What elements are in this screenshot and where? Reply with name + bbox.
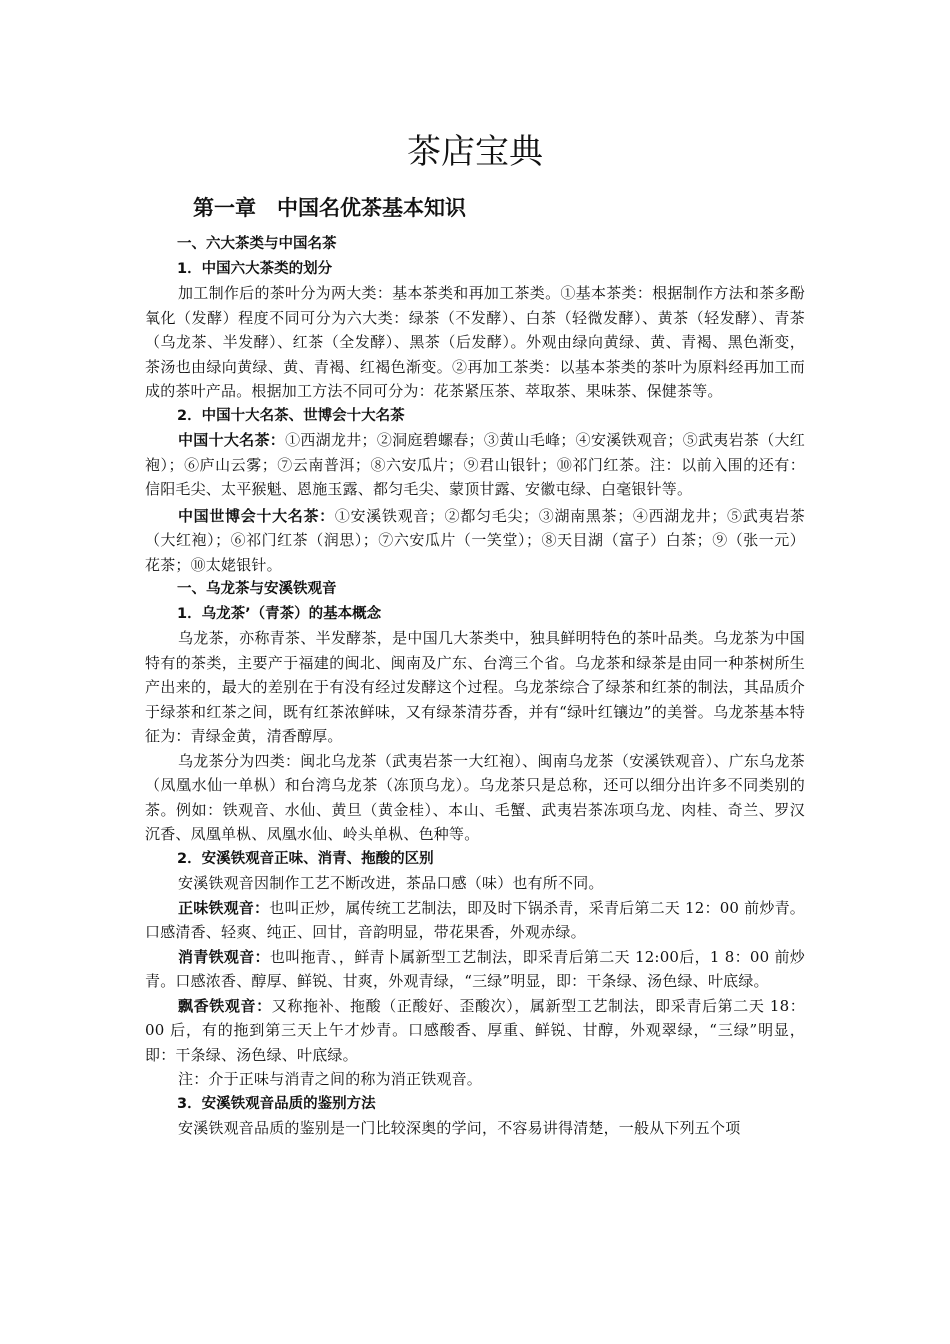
document-title: 茶店宝典 bbox=[407, 132, 543, 172]
paragraph-text: 也叫拖青、，鲜青卜属新型工艺制法，即采青后第二天 12:00后，1 8：00 前炒青。口感浓香、醇厚、鲜锐、甘爽，外观青绿，“三绿”明显，即：干条绿、汤色绿、叶底绿。 bbox=[145, 947, 805, 990]
paragraph-text: ①西湖龙井；②洞庭碧螺春；③黄山毛峰；④安溪铁观音；⑤武夷岩茶（大红袍）；⑥庐山云雾；⑦云南普洱；⑧六安瓜片；⑨君山银针；⑩祁门红茶。注：以前入围的还有：信阳毛尖、太平猴魁、恩施玉露、都匀毛尖、蒙顶甘露、安徽屯绿、白毫银针等。 bbox=[145, 431, 805, 498]
paragraph: 安溪铁观音因制作工艺不断改进，茶品口感（味）也有所不同。 bbox=[178, 874, 604, 892]
section-heading: 一、乌龙茶与安溪铁观音 bbox=[177, 581, 337, 597]
paragraph bbox=[145, 428, 805, 502]
paragraph-text: ①安溪铁观音；②都匀毛尖；③湖南黑茶；④西湖龙井；⑤武夷岩茶（大红袍）；⑥祁门红茶（润思）；⑦六安瓜片（一笑堂）；⑧天目湖（富子）白茶；⑨（张一元）花茶；⑩太姥银针。 bbox=[145, 506, 805, 574]
paragraph-text: 又称拖补、拖酸（正酸好、歪酸次），属新型工艺制法，即采青后第二天 18：00 后，有的拖到第三天上午才炒青。口感酸香、厚重、鲜锐、甘醇，外观翠绿，“三绿”明显，即：干条绿、汤色绿、叶底绿。 bbox=[145, 996, 806, 1064]
paragraph-lead: 中国世博会十大名茶： bbox=[178, 506, 335, 525]
subsection-heading: 2．中国十大名茶、世博会十大名茶 bbox=[177, 407, 405, 424]
subsection-heading: 3．安溪铁观音品质的鉴别方法 bbox=[177, 1095, 376, 1112]
chapter-heading: 第一章 中国名优茶基本知识 bbox=[193, 196, 466, 220]
paragraph bbox=[145, 896, 805, 945]
subsection-heading: 2．安溪铁观音正味、消青、拖酸的区别 bbox=[177, 850, 434, 867]
paragraph-lead: 中国十大名茶： bbox=[178, 431, 286, 449]
paragraph bbox=[145, 945, 805, 994]
paragraph bbox=[145, 504, 805, 578]
paragraph: 乌龙茶，亦称青茶、半发酵茶，是中国几大茶类中，独具鲜明特色的茶叶品类。乌龙茶为中国特有的茶类，主要产于福建的闽北、闽南及广东、台湾三个省。乌龙茶和绿茶是由同一种茶树所生产出来的，最大的差别在于有没有经过发酵这个过程。乌龙茶综合了绿茶和红茶的制法，其品质介于绿茶和红茶之间，既有红茶浓鲜味，又有绿茶清芬香，并有“绿叶红镶边”的美誉。乌龙茶基本特征为：青绿金黄，清香醇厚。 bbox=[145, 629, 805, 745]
paragraph-text: 也叫正炒，属传统工艺制法，即及时下锅杀青，采青后第二天 12：00 前炒青。口感清香、轻爽、纯正、回甘，音韵明显，带花果香，外观赤绿。 bbox=[145, 898, 805, 941]
paragraph-lead: 正味铁观音： bbox=[178, 898, 270, 917]
paragraph: 安溪铁观音品质的鉴别是一门比较深奥的学问，不容易讲得清楚，一般从下列五个项 bbox=[178, 1119, 741, 1137]
note: 注：介于正味与消青之间的称为消正铁观音。 bbox=[178, 1070, 483, 1088]
section-heading: 一、六大茶类与中国名茶 bbox=[177, 236, 337, 252]
subsection-heading: 1．中国六大茶类的划分 bbox=[177, 260, 333, 277]
paragraph-lead: 消青铁观音： bbox=[178, 947, 270, 966]
paragraph-lead: 飘香铁观音： bbox=[178, 996, 272, 1015]
paragraph: 加工制作后的茶叶分为两大类：基本茶类和再加工茶类。①基本茶类：根据制作方法和茶多酚氧化（发酵）程度不同可分为六大类：绿茶（不发酵）、白茶（轻微发酵）、黄茶（轻发酵）、青茶（乌龙茶、半发酵）、红茶（全发酵）、黑茶（后发酵）。外观由绿向黄绿、黄、青褐、黑色渐变，茶汤也由绿向黄绿、黄、青褐、红褐色渐变。②再加工茶类：以基本茶类的茶叶为原料经再加工而成的茶叶产品。根据加工方法不同可分为：花茶紧压茶、萃取茶、果味茶、保健茶等。 bbox=[145, 284, 805, 400]
paragraph bbox=[145, 994, 805, 1068]
subsection-heading: 1．乌龙茶’（青茶）的基本概念 bbox=[177, 605, 382, 622]
paragraph: 乌龙茶分为四类：闽北乌龙茶（武夷岩茶一大红袍）、闽南乌龙茶（安溪铁观音）、广东乌龙茶（凤凰水仙一单枞）和台湾乌龙茶（冻顶乌龙）。乌龙茶只是总称，还可以细分出许多不同类别的茶。例如：铁观音、水仙、黄旦（黄金桂）、本山、毛蟹、武夷岩茶冻项乌龙、肉桂、奇兰、罗汉沉香、凤凰单枞、凤凰水仙、岭头单枞、色种等。 bbox=[145, 751, 805, 843]
